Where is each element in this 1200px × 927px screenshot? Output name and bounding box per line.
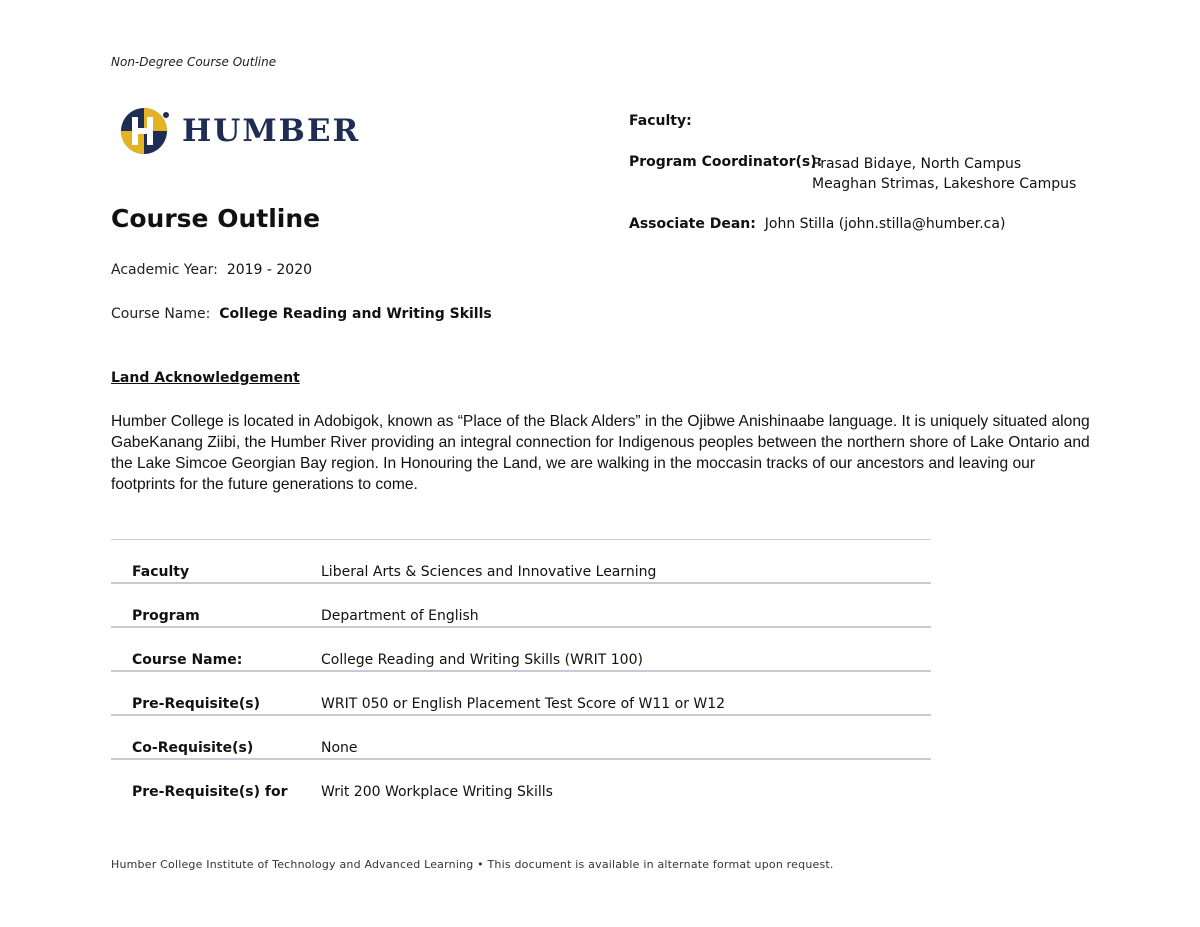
- land-acknowledgement-text: Humber College is located in Adobigok, known as “Place of the Black Alders” in the Ojibwe Anishinaabe language. It is uniquely situated along GabeKanang Ziibi, the Humber River providing an integral connection for Indigenous peoples between the northern shore of Lake Ontario and the Lake Simcoe Georgian Bay region. In Honouring the Land, we are walking in the moccasin tracks of our ancestors and leaving our footprints for the future generations to come.: [111, 413, 1090, 493]
- page-title: Course Outline: [111, 204, 321, 233]
- course-name-label: Course Name:: [111, 306, 211, 322]
- land-acknowledgement-heading: Land Acknowledgement: [111, 370, 300, 386]
- table-row-value: College Reading and Writing Skills (WRIT 100): [321, 652, 643, 668]
- coordinator-name: Meaghan Strimas, Lakeshore Campus: [812, 176, 1077, 192]
- humber-logo-icon: [120, 106, 172, 156]
- table-row-value: Liberal Arts & Sciences and Innovative Learning: [321, 564, 657, 580]
- table-row-key: Pre-Requisite(s) for: [132, 784, 288, 800]
- faculty-header: [629, 113, 692, 129]
- program-coordinators-label: Program Coordinator(s):: [629, 154, 823, 170]
- table-row: [111, 716, 931, 760]
- table-row-value: WRIT 050 or English Placement Test Score of W11 or W12: [321, 696, 726, 712]
- faculty-header-label: Faculty:: [629, 113, 692, 129]
- table-row-key: Faculty: [132, 564, 190, 580]
- table-row-value: None: [321, 740, 358, 756]
- page-footer: Humber College Institute of Technology and Advanced Learning • This document is available in alternate format upon request.: [111, 858, 834, 871]
- table-row: [111, 628, 931, 672]
- academic-year-label: Academic Year:: [111, 262, 218, 278]
- table-row: [111, 672, 931, 716]
- table-row-value: Writ 200 Workplace Writing Skills: [321, 784, 553, 800]
- document-header-note: Non-Degree Course Outline: [111, 55, 277, 69]
- humber-logo: [120, 106, 360, 156]
- table-row-key: Course Name:: [132, 652, 243, 668]
- table-row-key: Pre-Requisite(s): [132, 696, 260, 712]
- academic-year-value: 2019 - 2020: [226, 262, 313, 278]
- table-row: [111, 760, 931, 802]
- coordinator-name: Prasad Bidaye, North Campus: [812, 156, 1022, 172]
- associate-dean-label: Associate Dean:: [629, 216, 756, 232]
- logo-wordmark: HUMBER: [182, 113, 361, 149]
- table-row-key: Co-Requisite(s): [132, 740, 254, 756]
- course-info-table: [111, 539, 931, 802]
- associate-dean-value: John Stilla (john.stilla@humber.ca): [764, 216, 1006, 232]
- associate-dean: [629, 216, 1005, 232]
- course-name-value: College Reading and Writing Skills: [219, 306, 492, 322]
- academic-year: [111, 262, 312, 278]
- table-row-key: Program: [132, 608, 200, 624]
- table-row-value: Department of English: [321, 608, 479, 624]
- program-coordinators-list: [812, 154, 1076, 194]
- course-name: [111, 306, 492, 322]
- table-row: [111, 540, 931, 584]
- table-row: [111, 584, 931, 628]
- program-coordinators: [629, 154, 822, 170]
